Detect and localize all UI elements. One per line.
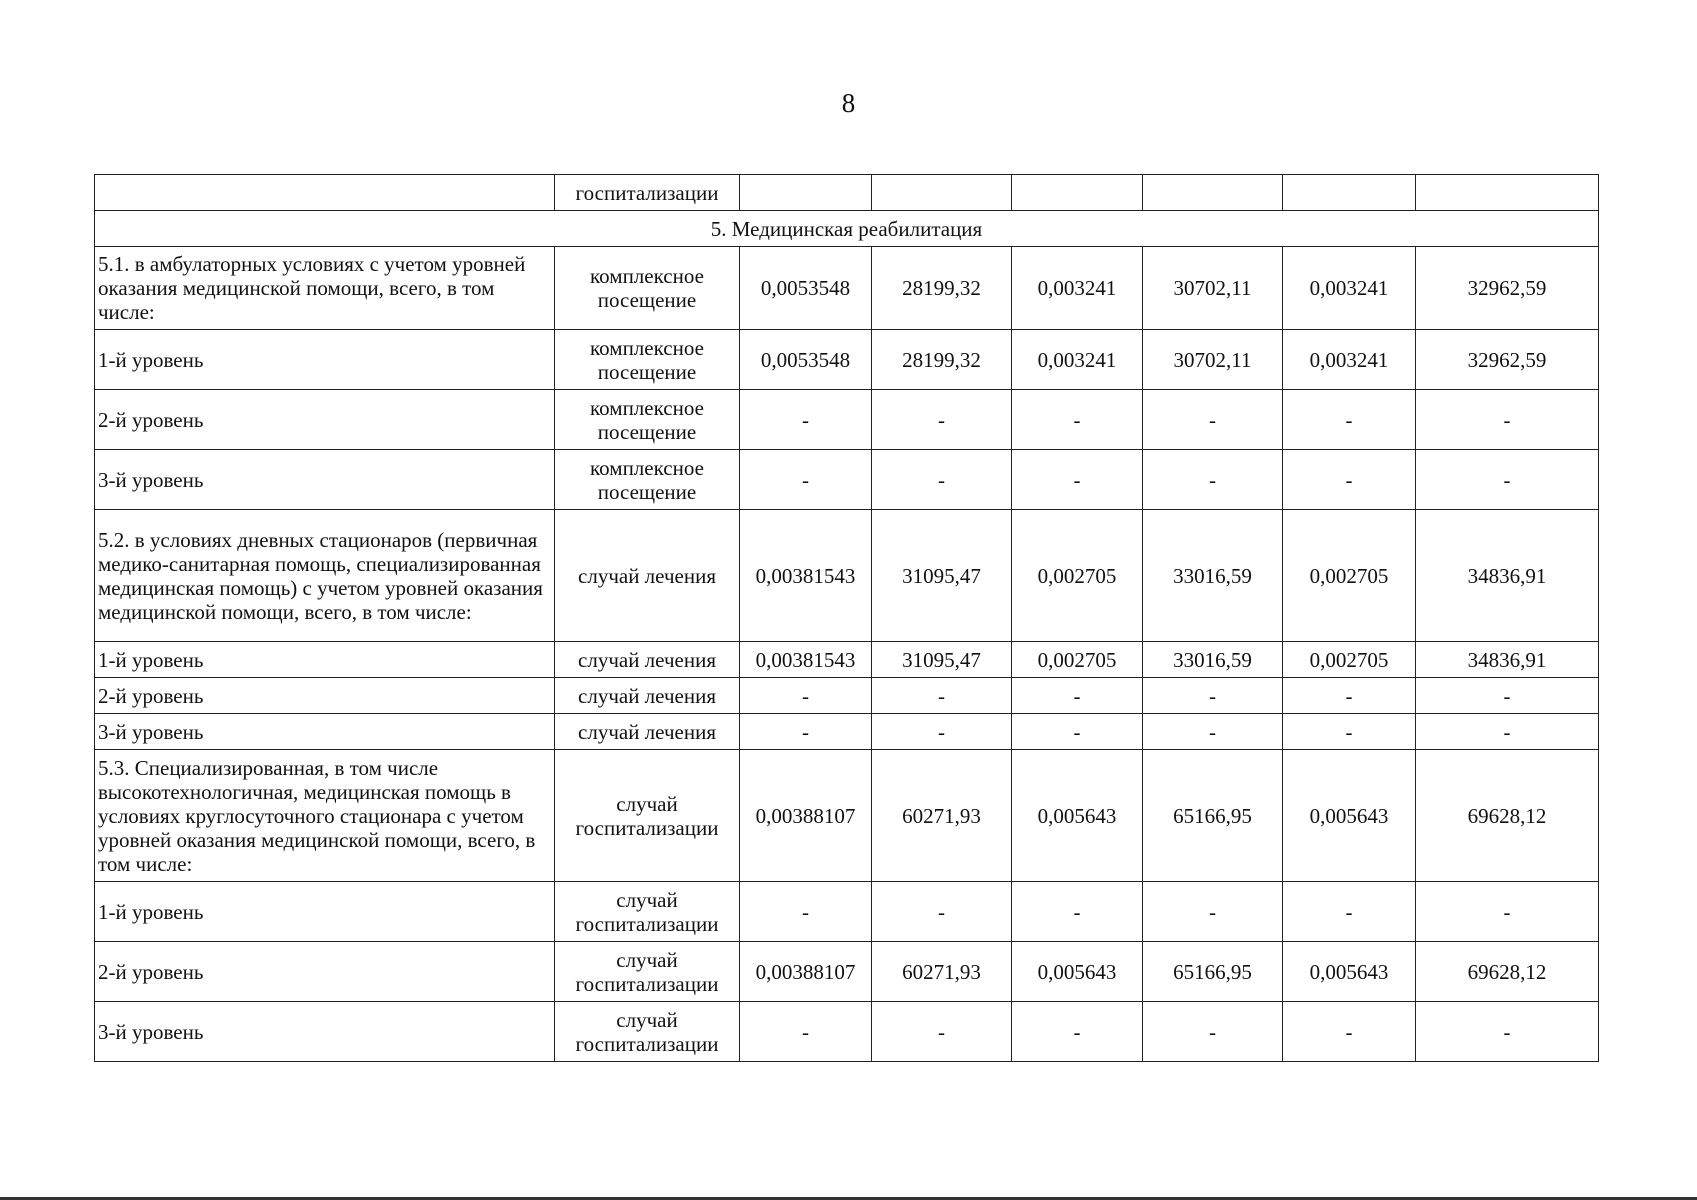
value-cell: 0,003241 (1283, 330, 1416, 390)
value-cell: - (1416, 882, 1599, 942)
value-cell: - (1283, 714, 1416, 750)
row-name-cell: 2-й уровень (95, 678, 555, 714)
value-cell: 69628,12 (1416, 942, 1599, 1002)
value-cell: - (872, 1002, 1012, 1062)
page-number: 8 (841, 88, 856, 118)
row-name-cell: 3-й уровень (95, 714, 555, 750)
row-unit-cell: случай госпитализации (555, 1002, 740, 1062)
value-cell: 0,00388107 (740, 942, 872, 1002)
row-name-cell: 3-й уровень (95, 1002, 555, 1062)
row-unit-cell: случай госпитализации (555, 882, 740, 942)
value-cell: 0,0053548 (740, 330, 872, 390)
value-cell (740, 175, 872, 211)
value-cell: - (1143, 678, 1283, 714)
value-cell (1416, 175, 1599, 211)
row-name-cell: 2-й уровень (95, 390, 555, 450)
section-title-row (95, 211, 1599, 247)
value-cell: - (740, 678, 872, 714)
value-cell: - (1283, 390, 1416, 450)
table-row (95, 390, 1599, 450)
value-cell: 0,00388107 (740, 750, 872, 882)
table-row (95, 942, 1599, 1002)
value-cell: - (1283, 450, 1416, 510)
value-cell (872, 175, 1012, 211)
value-cell: 0,00381543 (740, 510, 872, 642)
value-cell: 0,002705 (1283, 510, 1416, 642)
value-cell: 30702,11 (1143, 247, 1283, 330)
row-unit-cell: комплексное посещение (555, 390, 740, 450)
value-cell: 60271,93 (872, 942, 1012, 1002)
value-cell: 34836,91 (1416, 510, 1599, 642)
value-cell: - (872, 678, 1012, 714)
value-cell: 31095,47 (872, 510, 1012, 642)
row-unit-cell: госпитализации (555, 175, 740, 211)
row-name-cell: 1-й уровень (95, 642, 555, 678)
value-cell: 33016,59 (1143, 642, 1283, 678)
value-cell: 60271,93 (872, 750, 1012, 882)
row-name-cell: 3-й уровень (95, 450, 555, 510)
value-cell: 28199,32 (872, 330, 1012, 390)
value-cell: 0,002705 (1012, 510, 1143, 642)
row-name-cell: 5.2. в условиях дневных стационаров (первичная медико-санитарная помощь, специализированная медицинская помощь) с учетом уровней оказания медицинской помощи, всего, в том числе: (95, 510, 555, 642)
table-row (95, 247, 1599, 330)
value-cell: 0,005643 (1012, 750, 1143, 882)
value-cell: 69628,12 (1416, 750, 1599, 882)
value-cell: - (1283, 678, 1416, 714)
value-cell: - (1283, 1002, 1416, 1062)
value-cell: 65166,95 (1143, 942, 1283, 1002)
value-cell: - (872, 882, 1012, 942)
value-cell: - (1143, 714, 1283, 750)
value-cell: 0,003241 (1283, 247, 1416, 330)
value-cell: - (740, 882, 872, 942)
value-cell: 0,003241 (1012, 247, 1143, 330)
row-unit-cell: случай лечения (555, 510, 740, 642)
table-row (95, 678, 1599, 714)
table-row (95, 882, 1599, 942)
row-name-cell: 5.1. в амбулаторных условиях с учетом уровней оказания медицинской помощи, всего, в том числе: (95, 247, 555, 330)
row-name-cell: 2-й уровень (95, 942, 555, 1002)
value-cell: 0,005643 (1283, 750, 1416, 882)
value-cell: - (1143, 450, 1283, 510)
table-body (95, 247, 1599, 1062)
row-unit-cell: случай лечения (555, 678, 740, 714)
value-cell: 0,003241 (1012, 330, 1143, 390)
value-cell: - (1416, 450, 1599, 510)
row-name-cell: 1-й уровень (95, 882, 555, 942)
value-cell: 65166,95 (1143, 750, 1283, 882)
table-row (95, 714, 1599, 750)
value-cell: - (1012, 450, 1143, 510)
value-cell: - (740, 390, 872, 450)
value-cell: - (740, 1002, 872, 1062)
value-cell: - (740, 714, 872, 750)
value-cell: - (1012, 1002, 1143, 1062)
value-cell: 32962,59 (1416, 330, 1599, 390)
value-cell: - (872, 450, 1012, 510)
table-row (95, 1002, 1599, 1062)
value-cell: - (1012, 882, 1143, 942)
row-unit-cell: случай лечения (555, 642, 740, 678)
table-row-continuation (95, 175, 1599, 211)
value-cell (1012, 175, 1143, 211)
value-cell: - (1012, 714, 1143, 750)
row-unit-cell: комплексное посещение (555, 330, 740, 390)
value-cell: - (740, 450, 872, 510)
row-name-cell: 1-й уровень (95, 330, 555, 390)
value-cell: 0,00381543 (740, 642, 872, 678)
row-name-cell (95, 175, 555, 211)
row-name-cell: 5.3. Специализированная, в том числе высокотехнологичная, медицинская помощь в условиях круглосуточного стационара с учетом уровней оказания медицинской помощи, всего, в том числе: (95, 750, 555, 882)
value-cell: - (872, 390, 1012, 450)
value-cell: - (872, 714, 1012, 750)
value-cell: - (1416, 1002, 1599, 1062)
row-unit-cell: случай лечения (555, 714, 740, 750)
value-cell: - (1143, 1002, 1283, 1062)
value-cell: - (1012, 390, 1143, 450)
value-cell: - (1416, 678, 1599, 714)
value-cell (1143, 175, 1283, 211)
value-cell: 0,0053548 (740, 247, 872, 330)
table-row (95, 510, 1599, 642)
value-cell: 0,002705 (1012, 642, 1143, 678)
section-title: 5. Медицинская реабилитация (95, 211, 1599, 247)
row-unit-cell: комплексное посещение (555, 247, 740, 330)
value-cell: 31095,47 (872, 642, 1012, 678)
value-cell: - (1283, 882, 1416, 942)
value-cell: 30702,11 (1143, 330, 1283, 390)
table-row (95, 330, 1599, 390)
value-cell: - (1143, 882, 1283, 942)
data-table (94, 174, 1599, 1062)
row-unit-cell: случай госпитализации (555, 750, 740, 882)
value-cell: 28199,32 (872, 247, 1012, 330)
value-cell: - (1012, 678, 1143, 714)
value-cell: 34836,91 (1416, 642, 1599, 678)
value-cell: 32962,59 (1416, 247, 1599, 330)
value-cell: 0,005643 (1283, 942, 1416, 1002)
table-row (95, 450, 1599, 510)
value-cell (1283, 175, 1416, 211)
row-unit-cell: случай госпитализации (555, 942, 740, 1002)
table-row (95, 642, 1599, 678)
value-cell: - (1143, 390, 1283, 450)
table-row (95, 750, 1599, 882)
value-cell: - (1416, 390, 1599, 450)
value-cell: 0,002705 (1283, 642, 1416, 678)
value-cell: 33016,59 (1143, 510, 1283, 642)
value-cell: 0,005643 (1012, 942, 1143, 1002)
row-unit-cell: комплексное посещение (555, 450, 740, 510)
value-cell: - (1416, 714, 1599, 750)
